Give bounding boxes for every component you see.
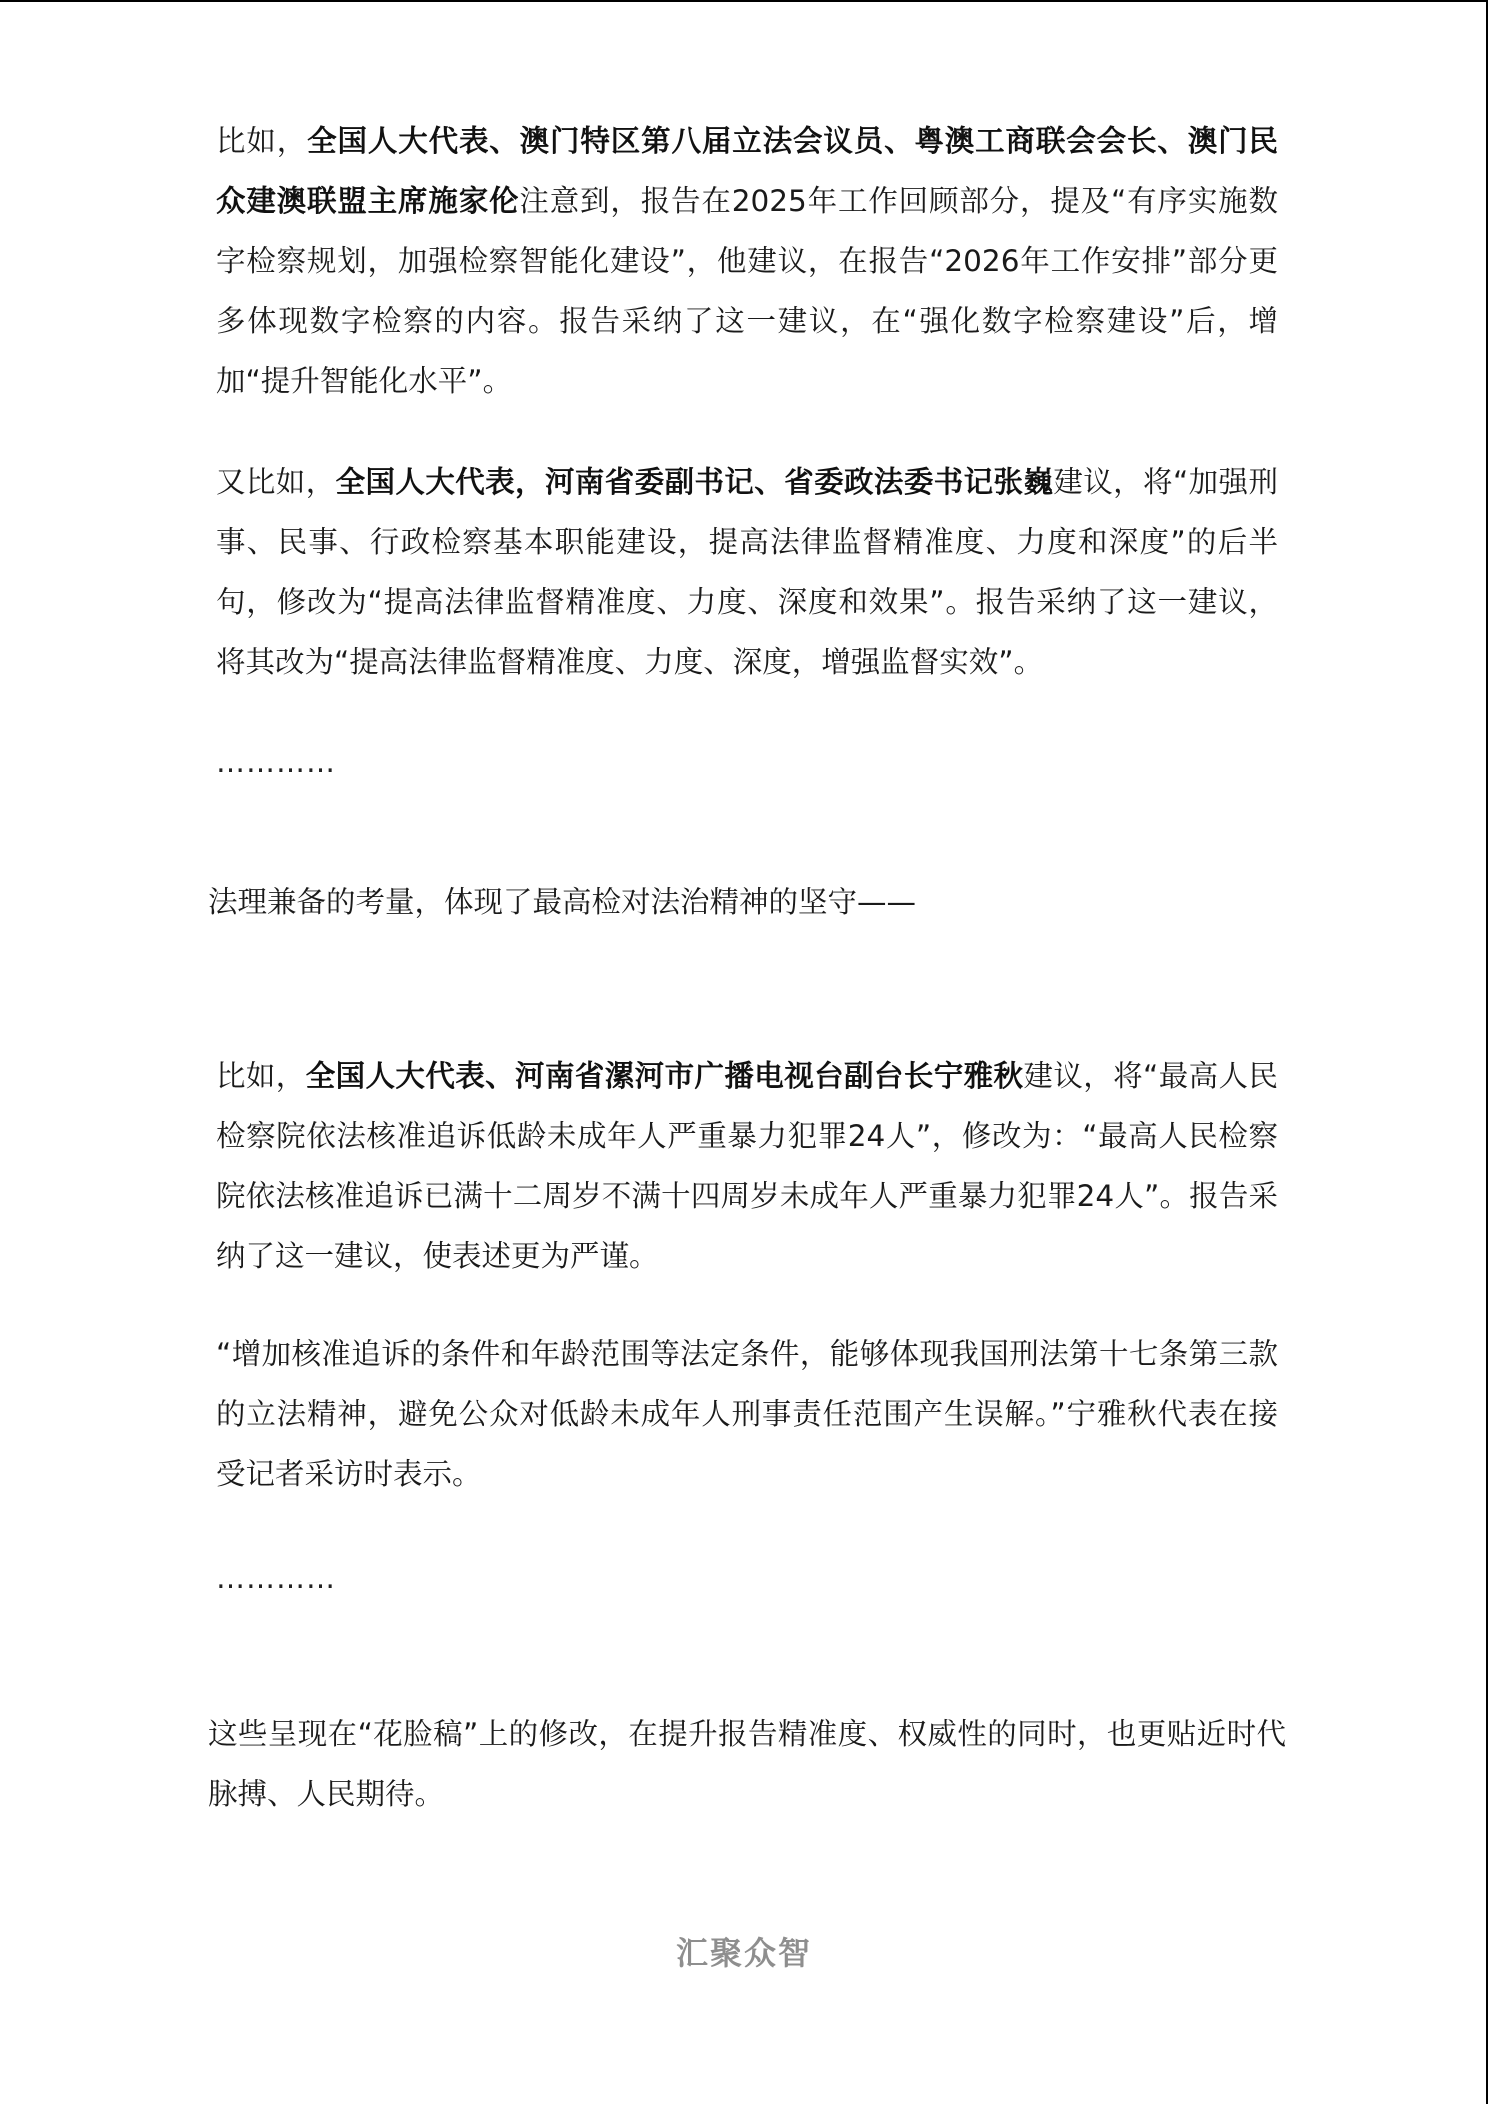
- paragraph-conclusion: 这些呈现在“花脸稿”上的修改，在提升报告精准度、权威性的同时，也更贴近时代脉搏、人民期待。: [208, 1717, 1286, 1811]
- page-border-top: [0, 0, 1488, 2]
- section-heading: 法理兼备的考量，体现了最高检对法治精神的坚守——: [208, 885, 917, 919]
- footer-watermark: 汇聚众智: [675, 1934, 812, 1972]
- paragraph-body: 注意到，报告在2025年工作回顾部分，提及“有序实施数字检察规划，加强检察智能化建设”，他建议，在报告“2026年工作安排”部分更多体现数字检察的内容。报告采纳了这一建议，在“强化数字检察建设”后，增加“提升智能化水平”。: [216, 184, 1278, 398]
- paragraph-shi-jialun: [216, 111, 1278, 411]
- paragraph-quote: “增加核准追诉的条件和年龄范围等法定条件，能够体现我国刑法第十七条第三款的立法精神，避免公众对低龄未成年人刑事责任范围产生误解。”宁雅秋代表在接受记者采访时表示。: [216, 1337, 1278, 1491]
- delegate-name-bold: 全国人大代表、河南省漯河市广播电视台副台长宁雅秋: [305, 1059, 1024, 1093]
- delegate-name-bold: 全国人大代表、澳门特区第八届立法会议员、粤澳工商联会会长、澳门民众建澳联盟主席施家伦: [216, 124, 1278, 218]
- paragraph-body: 建议，将“加强刑事、民事、行政检察基本职能建设，提高法律监督精准度、力度和深度”的后半句，修改为“提高法律监督精准度、力度、深度和效果”。报告采纳了这一建议，将其改为“提高法律监督精准度、力度、深度，增强监督实效”。: [216, 465, 1278, 679]
- paragraph-lead: 比如，: [216, 1059, 306, 1093]
- paragraph-ning-yaqiu: [216, 1046, 1278, 1286]
- ellipsis-separator: …………: [216, 745, 336, 779]
- paragraph-lead: 又比如，: [216, 465, 336, 499]
- paragraph-zhang-wei: [216, 452, 1278, 692]
- paragraph-lead: 比如，: [216, 124, 308, 158]
- delegate-name-bold: 全国人大代表，河南省委副书记、省委政法委书记张巍: [335, 465, 1054, 499]
- paragraph-body: 建议，将“最高人民检察院依法核准追诉低龄未成年人严重暴力犯罪24人”，修改为：“最高人民检察院依法核准追诉已满十二周岁不满十四周岁未成年人严重暴力犯罪24人”。报告采纳了这一建议，使表述更为严谨。: [216, 1059, 1278, 1273]
- ellipsis-separator: …………: [216, 1561, 336, 1595]
